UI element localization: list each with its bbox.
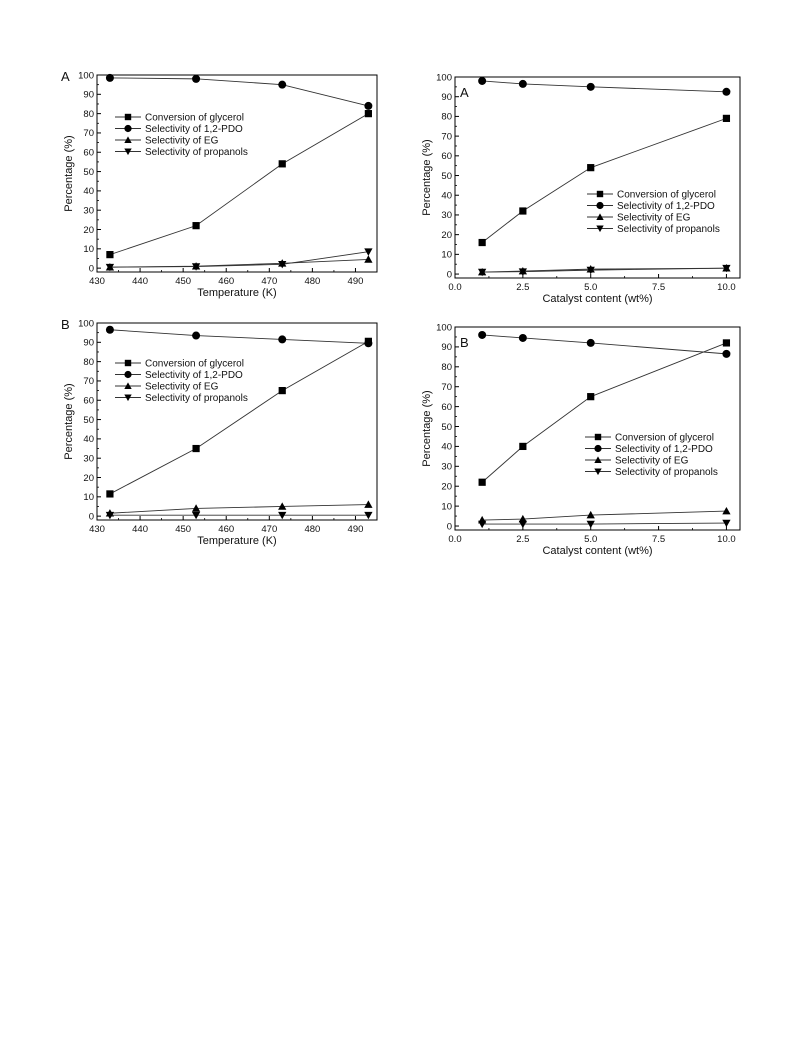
data-point-series-1 bbox=[192, 222, 199, 229]
plot-frame bbox=[455, 77, 740, 278]
data-point-series-2 bbox=[478, 331, 486, 339]
x-tick-label: 7.5 bbox=[651, 282, 666, 293]
y-tick-label: 20 bbox=[83, 472, 94, 484]
y-tick-label: 100 bbox=[78, 318, 94, 330]
x-tick-label: 450 bbox=[175, 524, 192, 535]
series-line-2 bbox=[482, 81, 726, 92]
y-tick-label: 100 bbox=[78, 70, 94, 82]
x-tick-label: 460 bbox=[218, 276, 235, 287]
y-tick-label: 80 bbox=[83, 356, 94, 368]
y-tick-label: 10 bbox=[441, 249, 452, 261]
data-point-series-1 bbox=[479, 479, 486, 486]
data-point-series-1 bbox=[519, 207, 526, 214]
y-tick-label: 90 bbox=[83, 89, 94, 101]
y-tick-label: 90 bbox=[441, 342, 452, 354]
data-point-series-1 bbox=[723, 339, 730, 346]
panel-label: B bbox=[61, 317, 70, 332]
data-point-series-2 bbox=[478, 77, 486, 85]
y-tick-label: 30 bbox=[83, 205, 94, 217]
y-tick-label: 30 bbox=[441, 461, 452, 473]
legend-entry: Conversion of glycerol bbox=[145, 112, 244, 124]
y-tick-label: 50 bbox=[441, 421, 452, 433]
legend-marker bbox=[124, 125, 131, 132]
panel-label: A bbox=[460, 85, 469, 100]
legend-entry: Conversion of glycerol bbox=[615, 432, 714, 444]
data-point-series-2 bbox=[364, 339, 372, 347]
data-point-series-1 bbox=[365, 110, 372, 117]
y-tick-label: 80 bbox=[441, 111, 452, 123]
data-point-series-2 bbox=[722, 350, 730, 358]
y-axis-label: Percentage (%) bbox=[421, 139, 433, 216]
x-tick-label: 430 bbox=[89, 276, 105, 287]
series-line-3 bbox=[110, 505, 368, 514]
x-tick-label: 0.0 bbox=[448, 534, 462, 545]
y-tick-label: 0 bbox=[446, 521, 452, 533]
y-tick-label: 100 bbox=[436, 72, 452, 84]
x-tick-label: 2.5 bbox=[516, 534, 530, 545]
series-line-2 bbox=[482, 335, 726, 354]
y-tick-label: 20 bbox=[83, 224, 94, 236]
data-point-series-1 bbox=[106, 251, 113, 258]
y-tick-label: 60 bbox=[83, 395, 94, 407]
x-tick-label: 5.0 bbox=[584, 282, 598, 293]
y-tick-label: 50 bbox=[441, 170, 452, 182]
x-axis-label: Catalyst content (wt%) bbox=[542, 293, 653, 305]
y-tick-label: 50 bbox=[83, 166, 94, 178]
y-axis-label: Percentage (%) bbox=[421, 390, 433, 467]
x-tick-label: 2.5 bbox=[516, 282, 530, 293]
data-point-series-1 bbox=[519, 443, 526, 450]
y-tick-label: 90 bbox=[441, 92, 452, 104]
y-tick-label: 70 bbox=[83, 128, 94, 140]
data-point-series-2 bbox=[519, 334, 527, 342]
x-tick-label: 10.0 bbox=[717, 534, 736, 545]
x-tick-label: 7.5 bbox=[651, 534, 666, 545]
series-line-3 bbox=[482, 511, 726, 520]
plot-frame bbox=[455, 327, 740, 530]
y-tick-label: 20 bbox=[441, 229, 452, 241]
y-axis-label: Percentage (%) bbox=[63, 135, 75, 212]
data-point-series-2 bbox=[364, 102, 372, 110]
y-tick-label: 50 bbox=[83, 414, 94, 426]
y-tick-label: 80 bbox=[441, 362, 452, 374]
y-tick-label: 90 bbox=[83, 337, 94, 349]
legend-entry: Selectivity of EG bbox=[145, 135, 219, 147]
data-point-series-2 bbox=[519, 80, 527, 88]
data-point-series-3 bbox=[722, 507, 730, 514]
data-point-series-2 bbox=[106, 326, 114, 334]
y-axis-label: Percentage (%) bbox=[63, 383, 75, 460]
legend-entry: Selectivity of EG bbox=[615, 455, 689, 467]
data-point-series-1 bbox=[279, 387, 286, 394]
x-tick-label: 440 bbox=[132, 276, 149, 287]
legend bbox=[585, 433, 718, 479]
data-point-series-1 bbox=[723, 115, 730, 122]
series-line-1 bbox=[482, 343, 726, 482]
y-tick-label: 20 bbox=[441, 481, 452, 493]
legend-entry: Conversion of glycerol bbox=[617, 189, 716, 201]
x-axis-label: Catalyst content (wt%) bbox=[542, 545, 653, 557]
data-point-series-3 bbox=[364, 255, 372, 262]
y-tick-label: 60 bbox=[441, 151, 452, 163]
data-point-series-2 bbox=[722, 88, 730, 96]
data-point-series-1 bbox=[479, 239, 486, 246]
x-axis-label: Temperature (K) bbox=[197, 287, 277, 299]
y-tick-label: 100 bbox=[436, 322, 452, 334]
legend-marker bbox=[125, 114, 131, 120]
y-tick-label: 10 bbox=[83, 244, 94, 256]
x-tick-label: 490 bbox=[347, 524, 364, 535]
legend-entry: Selectivity of EG bbox=[617, 212, 691, 224]
y-tick-label: 0 bbox=[446, 269, 452, 281]
legend-entry: Selectivity of propanols bbox=[145, 393, 248, 404]
chart-panel-2 bbox=[421, 72, 740, 305]
x-tick-label: 450 bbox=[175, 276, 192, 287]
y-tick-label: 60 bbox=[83, 147, 94, 159]
panel-label: B bbox=[460, 335, 469, 350]
data-point-series-1 bbox=[587, 393, 594, 400]
y-tick-label: 40 bbox=[83, 186, 94, 198]
series-line-2 bbox=[110, 330, 368, 344]
y-tick-label: 30 bbox=[441, 210, 452, 222]
legend-entry: Selectivity of propanols bbox=[615, 467, 718, 478]
x-tick-label: 480 bbox=[304, 524, 321, 535]
x-tick-label: 460 bbox=[218, 524, 235, 535]
x-tick-label: 0.0 bbox=[448, 282, 462, 293]
data-point-series-2 bbox=[278, 81, 286, 89]
y-tick-label: 10 bbox=[83, 492, 94, 504]
legend bbox=[115, 359, 248, 405]
legend-entry: Selectivity of propanols bbox=[145, 147, 248, 158]
series-line-2 bbox=[110, 78, 368, 106]
y-tick-label: 70 bbox=[441, 131, 452, 143]
legend-marker bbox=[597, 191, 603, 197]
y-tick-label: 40 bbox=[441, 190, 452, 202]
legend-marker bbox=[594, 445, 601, 452]
y-tick-label: 70 bbox=[83, 376, 94, 388]
x-tick-label: 490 bbox=[347, 276, 364, 287]
x-tick-label: 470 bbox=[261, 276, 278, 287]
series-line-3 bbox=[110, 259, 368, 267]
data-point-series-1 bbox=[192, 445, 199, 452]
legend-entry: Selectivity of propanols bbox=[617, 224, 720, 235]
x-tick-label: 10.0 bbox=[717, 282, 736, 293]
data-point-series-2 bbox=[587, 339, 595, 347]
legend bbox=[587, 190, 720, 236]
data-point-series-1 bbox=[106, 490, 113, 497]
plot-frame bbox=[97, 75, 377, 272]
data-point-series-2 bbox=[192, 332, 200, 340]
y-tick-label: 70 bbox=[441, 382, 452, 394]
legend-entry: Selectivity of 1,2-PDO bbox=[615, 444, 713, 455]
x-tick-label: 440 bbox=[132, 524, 149, 535]
y-tick-label: 80 bbox=[83, 108, 94, 120]
legend-entry: Selectivity of 1,2-PDO bbox=[617, 201, 715, 212]
y-tick-label: 40 bbox=[83, 434, 94, 446]
y-tick-label: 0 bbox=[88, 511, 94, 523]
legend-marker bbox=[595, 434, 601, 440]
x-axis-label: Temperature (K) bbox=[197, 535, 277, 547]
panel-label: A bbox=[61, 69, 70, 84]
series-line-4 bbox=[482, 523, 726, 524]
data-point-series-2 bbox=[192, 75, 200, 83]
data-point-series-3 bbox=[364, 500, 372, 507]
data-point-series-1 bbox=[279, 160, 286, 167]
x-tick-label: 480 bbox=[304, 276, 321, 287]
legend-marker bbox=[125, 360, 131, 366]
data-point-series-2 bbox=[587, 83, 595, 91]
chart-panel-1 bbox=[61, 69, 377, 299]
legend-entry: Selectivity of EG bbox=[145, 381, 219, 393]
legend-marker bbox=[596, 202, 603, 209]
data-point-series-2 bbox=[106, 74, 114, 82]
legend-marker bbox=[124, 371, 131, 378]
y-tick-label: 10 bbox=[441, 501, 452, 513]
x-tick-label: 470 bbox=[261, 524, 278, 535]
data-point-series-2 bbox=[278, 335, 286, 343]
chart-panel-4 bbox=[421, 322, 740, 557]
y-tick-label: 40 bbox=[441, 441, 452, 453]
data-point-series-1 bbox=[587, 164, 594, 171]
legend bbox=[115, 113, 248, 159]
chart-panel-3 bbox=[61, 317, 377, 547]
y-tick-label: 30 bbox=[83, 453, 94, 465]
y-tick-label: 0 bbox=[88, 263, 94, 275]
y-tick-label: 60 bbox=[441, 401, 452, 413]
legend-entry: Selectivity of 1,2-PDO bbox=[145, 124, 243, 135]
x-tick-label: 430 bbox=[89, 524, 105, 535]
legend-entry: Conversion of glycerol bbox=[145, 358, 244, 370]
legend-entry: Selectivity of 1,2-PDO bbox=[145, 370, 243, 381]
x-tick-label: 5.0 bbox=[584, 534, 598, 545]
